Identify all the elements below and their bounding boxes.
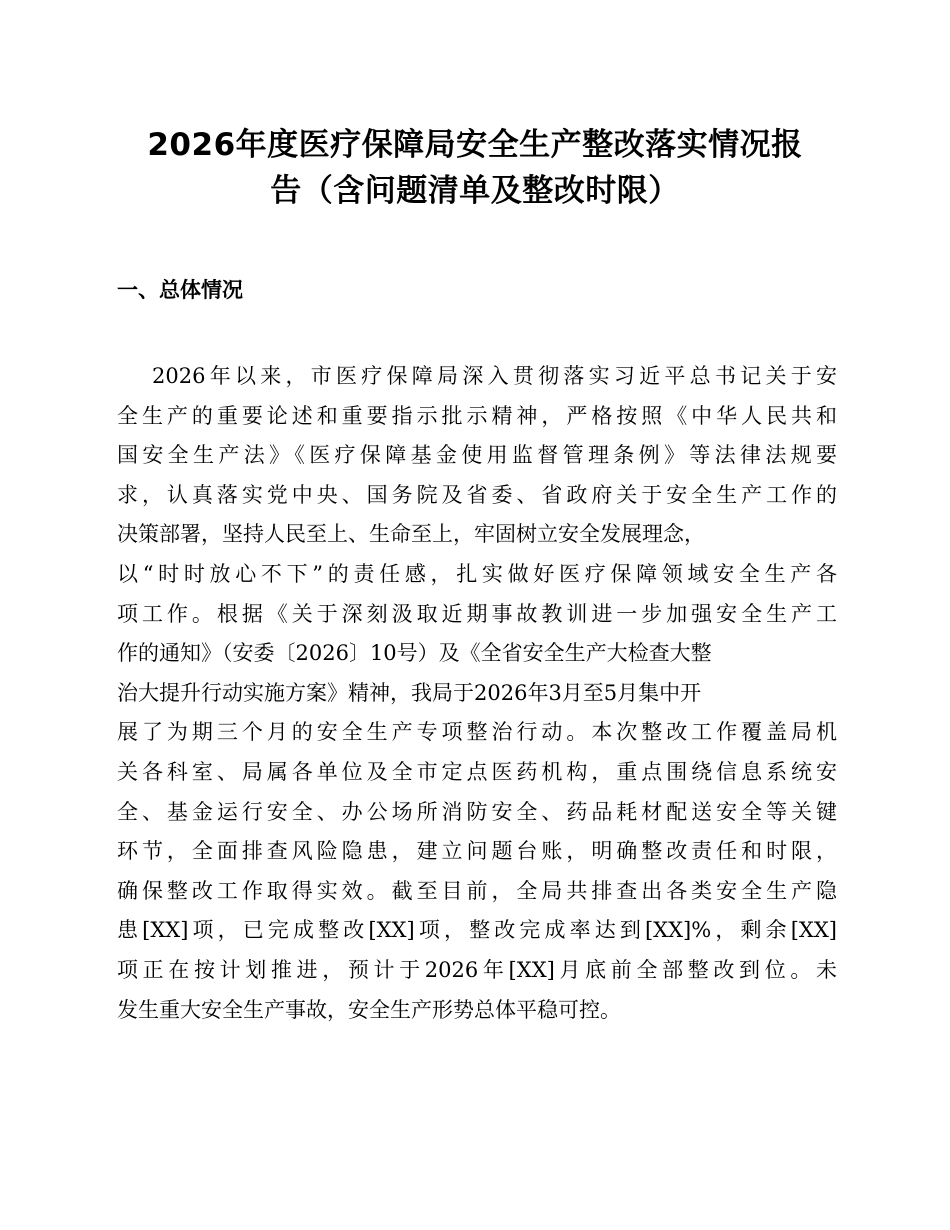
paragraph-line: 国安全生产法》《医疗保障基金使用监督管理条例》等法律法规要 bbox=[117, 443, 837, 468]
paragraph-line: 项工作。根据《关于深刻汲取近期事故教训进一步加强安全生产工 bbox=[117, 601, 837, 626]
paragraph-line: 项正在按计划推进，预计于2026年[XX]月底前全部整改到位。未 bbox=[117, 957, 837, 982]
paragraph-line: 全、基金运行安全、办公场所消防安全、药品耗材配送安全等关键 bbox=[117, 799, 837, 824]
paragraph-line: 决策部署，坚持人民至上、生命至上，牢固树立安全发展理念， bbox=[117, 522, 705, 547]
paragraph-line: 发生重大安全生产事故，安全生产形势总体平稳可控。 bbox=[117, 997, 621, 1022]
paragraph-line: 环节，全面排查风险隐患，建立问题台账，明确整改责任和时限， bbox=[117, 839, 837, 864]
paragraph-line: 求，认真落实党中央、国务院及省委、省政府关于安全生产工作的 bbox=[117, 482, 837, 507]
paragraph-line: 以“时时放心不下”的责任感，扎实做好医疗保障领域安全生产各 bbox=[117, 561, 837, 586]
document-title-line-1: 2026年度医疗保障局安全生产整改落实情况报 bbox=[147, 127, 803, 163]
document-title-line-2: 告（含问题清单及整改时限） bbox=[270, 173, 680, 209]
paragraph-line: 2026年以来，市医疗保障局深入贯彻落实习近平总书记关于安 bbox=[152, 364, 837, 388]
section-heading-overview: 一、总体情况 bbox=[117, 278, 243, 302]
paragraph-line: 作的通知》（安委〔2026〕10号）及《全省安全生产大检查大整 bbox=[117, 641, 712, 666]
document-title bbox=[100, 122, 850, 214]
paragraph-line: 关各科室、局属各单位及全市定点医药机构，重点围绕信息系统安 bbox=[117, 759, 837, 784]
paragraph-line: 全生产的重要论述和重要指示批示精神，严格按照《中华人民共和 bbox=[117, 403, 837, 428]
paragraph-line: 治大提升行动实施方案》精神，我局于2026年3月至5月集中开 bbox=[117, 680, 702, 705]
paragraph-line: 展了为期三个月的安全生产专项整治行动。本次整改工作覆盖局机 bbox=[117, 720, 837, 745]
section-body-overview bbox=[117, 357, 837, 1030]
paragraph-line: 确保整改工作取得实效。截至目前，全局共排查出各类安全生产隐 bbox=[117, 878, 837, 903]
paragraph-line: 患[XX]项，已完成整改[XX]项，整改完成率达到[XX]%，剩余[XX] bbox=[117, 918, 837, 943]
